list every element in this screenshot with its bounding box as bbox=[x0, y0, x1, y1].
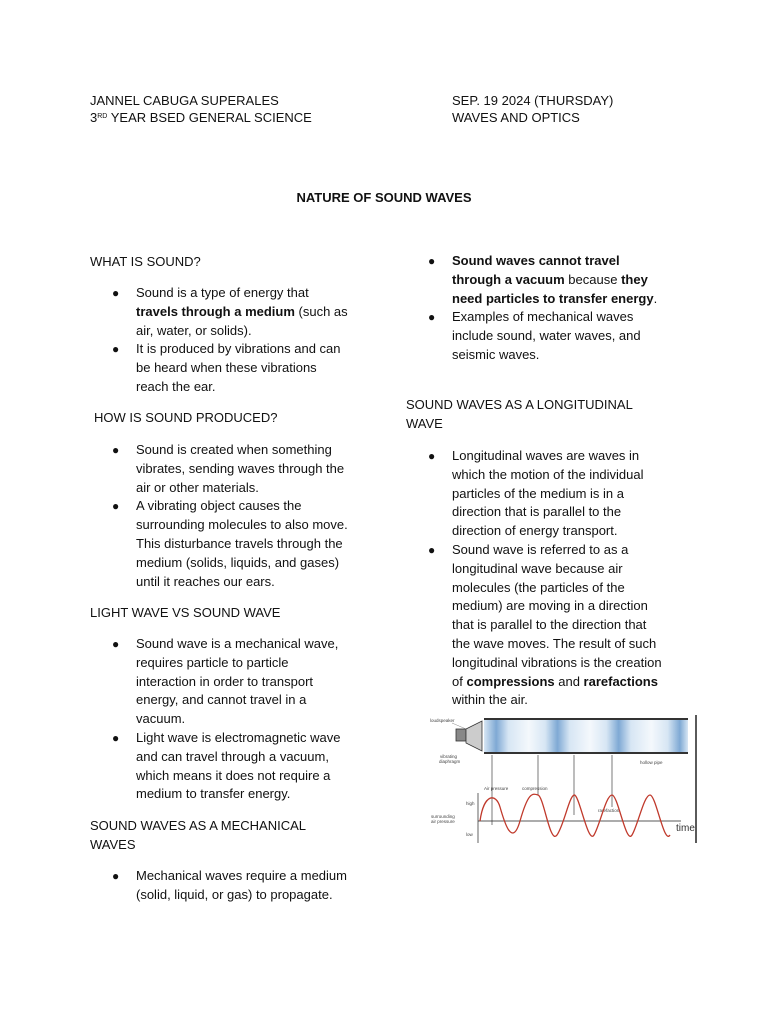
list-light-vs-sound bbox=[112, 635, 341, 804]
year-superscript: RD bbox=[97, 113, 108, 120]
list-item: ● Sound is created when something vibrates, sending waves through the air or other materials. bbox=[112, 442, 345, 495]
speaker-cone-icon bbox=[466, 721, 482, 751]
speaker-magnet bbox=[456, 729, 466, 741]
bullet-icon: ● bbox=[428, 449, 436, 463]
year-number: 3 bbox=[90, 110, 98, 125]
list-item: ● Sound wave is a mechanical wave, requires particle to particle interaction in order to transport energy, and cannot travel in a vacuum. bbox=[112, 636, 339, 727]
bullet-icon: ● bbox=[428, 542, 436, 557]
bullet-icon: ● bbox=[112, 730, 120, 745]
year-course bbox=[90, 109, 312, 126]
heading-mechanical-waves: SOUND WAVES AS A MECHANICAL WAVES bbox=[90, 818, 306, 852]
label-high: high bbox=[466, 801, 475, 806]
bullet-icon: ● bbox=[112, 342, 120, 357]
list-vacuum bbox=[428, 252, 658, 365]
list-item: ● Light wave is electromagnetic wave and can travel through a vacuum, which means it does not require a medium to transfer energy. bbox=[112, 729, 341, 802]
label-diaphragm: diaphragm bbox=[439, 759, 461, 764]
date: SEP. 19 2024 (THURSDAY) bbox=[452, 93, 614, 108]
bullet-icon: ● bbox=[112, 499, 120, 514]
list-item: ● It is produced by vibrations and can be heard when these vibrations reach the ear. bbox=[112, 341, 341, 394]
bullet-icon: ● bbox=[428, 310, 436, 325]
heading-longitudinal-wave: SOUND WAVES AS A LONGITUDINAL WAVE bbox=[406, 397, 633, 431]
label-air-pressure: Air pressure bbox=[484, 786, 509, 791]
label-loudspeaker: loudspeaker bbox=[430, 718, 455, 723]
bullet-icon: ● bbox=[428, 254, 436, 268]
label-time: time bbox=[676, 823, 695, 834]
list-item: ● Longitudinal waves are waves in which the motion of the individual particles of the medium is in a direction that is parallel to the direction of energy transport. bbox=[428, 448, 644, 539]
heading-how-sound-produced: HOW IS SOUND PRODUCED? bbox=[94, 410, 278, 425]
heading-light-vs-sound: LIGHT WAVE VS SOUND WAVE bbox=[90, 605, 281, 620]
list-how-sound-produced bbox=[112, 441, 348, 591]
bullet-icon: ● bbox=[112, 443, 120, 457]
label-vibrating: vibrating bbox=[440, 754, 458, 759]
bullet-icon: ● bbox=[112, 286, 120, 300]
list-item: ● Sound wave is referred to as a longitudinal wave because air molecules (the particles of the medium) are moving in a direction that is parallel to the direction that the wave moves. The result of such longitudinal vibrations is the creation of compressions and rarefactions within the air. bbox=[428, 541, 662, 708]
list-item: ● Mechanical waves require a medium (solid, liquid, or gas) to propagate. bbox=[112, 868, 347, 902]
pressure-wave bbox=[480, 794, 670, 836]
label-hollow-pipe: hollow pipe bbox=[640, 760, 663, 765]
list-item: ● Sound waves cannot travel through a vacuum because they need particles to transfer energy. bbox=[428, 253, 658, 306]
author-name: JANNEL CABUGA SUPERALES bbox=[90, 93, 279, 108]
sound-wave-diagram bbox=[426, 715, 700, 845]
label-compression: compression bbox=[522, 786, 548, 791]
bullet-icon: ● bbox=[112, 869, 120, 883]
leader-line bbox=[452, 723, 466, 729]
list-item: ● Sound is a type of energy that travels through a medium (such as air, water, or solids). bbox=[112, 285, 348, 338]
subject: WAVES AND OPTICS bbox=[452, 110, 580, 125]
course-name: YEAR BSED GENERAL SCIENCE bbox=[110, 110, 312, 125]
list-item: ● Examples of mechanical waves include sound, water waves, and seismic waves. bbox=[428, 309, 641, 362]
label-rarefaction: rarefaction bbox=[598, 808, 620, 813]
hollow-pipe-body bbox=[484, 719, 688, 753]
list-what-is-sound bbox=[112, 284, 348, 397]
heading-what-is-sound: WHAT IS SOUND? bbox=[90, 254, 201, 269]
bullet-icon: ● bbox=[112, 637, 120, 651]
label-air-pressure-2: air pressure bbox=[431, 819, 455, 824]
page-title: NATURE OF SOUND WAVES bbox=[296, 190, 472, 205]
list-item: ● A vibrating object causes the surrounding molecules to also move. This disturbance travels through the medium (solids, liquids, and gases) until it reaches our ears. bbox=[112, 498, 348, 589]
label-surrounding: surrounding bbox=[431, 814, 455, 819]
list-mechanical-waves bbox=[112, 867, 347, 905]
label-low: low bbox=[466, 832, 473, 837]
list-longitudinal-wave bbox=[428, 447, 662, 710]
